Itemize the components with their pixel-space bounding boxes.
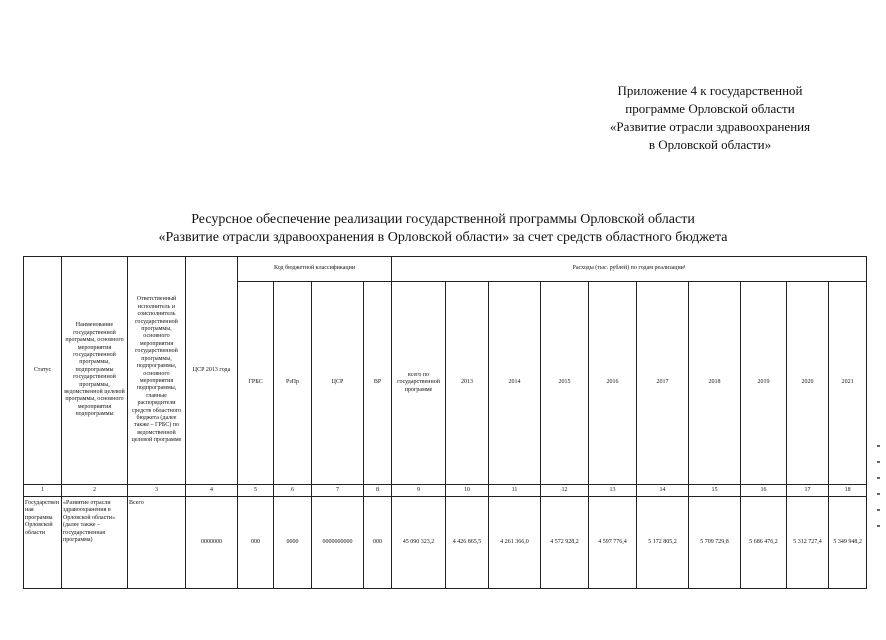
header-status: Статус [24, 257, 62, 485]
header-expenses-group: Расходы (тыс. рублей) по годам реализации¹ [392, 257, 867, 282]
column-number: 3 [128, 485, 186, 497]
column-number: 4 [186, 485, 238, 497]
column-number: 14 [637, 485, 689, 497]
cell-2021: 5 349 948,2 [829, 497, 867, 589]
cell-csr-2013: 0000000 [186, 497, 238, 589]
cell-grbs: 000 [238, 497, 274, 589]
header-total: всего по государственной программе [392, 282, 446, 485]
column-number: 1 [24, 485, 62, 497]
header-year-2017: 2017 [637, 282, 689, 485]
header-year-2020: 2020 [787, 282, 829, 485]
column-number: 17 [787, 485, 829, 497]
header-budget-code-group: Код бюджетной классификации [238, 257, 392, 282]
appendix-note [560, 82, 860, 154]
cell-total: 45 090 323,2 [392, 497, 446, 589]
column-number: 7 [312, 485, 364, 497]
cell-csr: 0000000000 [312, 497, 364, 589]
header-name: Наименование государственной программы, основного мероприятия государственной программы, подпрограммы государственной программы, ведомственной целевой программы, основного мероприятия подпрограммы [62, 257, 128, 485]
cell-2015: 4 572 928,2 [541, 497, 589, 589]
column-number: 9 [392, 485, 446, 497]
header-vr: ВР [364, 282, 392, 485]
column-number: 5 [238, 485, 274, 497]
cell-2017: 5 172 805,2 [637, 497, 689, 589]
column-number: 16 [741, 485, 787, 497]
column-number: 13 [589, 485, 637, 497]
cell-2019: 5 686 476,2 [741, 497, 787, 589]
appendix-line-3: «Развитие отрасли здравоохранения [609, 119, 811, 134]
column-number: 2 [62, 485, 128, 497]
document-title [60, 211, 826, 247]
header-year-2014: 2014 [489, 282, 541, 485]
appendix-line-1: Приложение 4 к государственной [617, 83, 803, 98]
header-grbs: ГРБС [238, 282, 274, 485]
cell-2020: 5 312 727,4 [787, 497, 829, 589]
title-line-1: Ресурсное обеспечение реализации государственной программы Орловской области [191, 212, 695, 227]
header-year-2015: 2015 [541, 282, 589, 485]
header-csr: ЦСР [312, 282, 364, 485]
header-rzpr: РзПр [274, 282, 312, 485]
header-responsible: Ответственный исполнитель и соисполнитель государственной программы, основного мероприятия государственной программы, подпрограммы, основного мероприятия подпрограммы, главные распорядители средств областного бюджета (далее также – ГРБС) по ведомственной целевой программе [128, 257, 186, 485]
title-line-2: «Развитие отрасли здравоохранения в Орловской области» за счет средств областного бюджета [158, 230, 728, 245]
column-number: 10 [446, 485, 489, 497]
column-number: 8 [364, 485, 392, 497]
column-number: 6 [274, 485, 312, 497]
header-year-2018: 2018 [689, 282, 741, 485]
column-number: 11 [489, 485, 541, 497]
cell-name: «Развитие отрасли здравоохранения в Орловской области» (далее также – государственная программа) [62, 497, 128, 589]
header-year-2019: 2019 [741, 282, 787, 485]
cell-2013: 4 426 865,5 [446, 497, 489, 589]
header-csr-2013: ЦСР 2013 года [186, 257, 238, 485]
appendix-line-4: в Орловской области» [648, 137, 772, 152]
cell-responsible: Всего [128, 497, 186, 589]
scan-edge-marks [876, 445, 882, 575]
header-year-2013: 2013 [446, 282, 489, 485]
header-year-2016: 2016 [589, 282, 637, 485]
column-number: 18 [829, 485, 867, 497]
header-year-2021: 2021 [829, 282, 867, 485]
appendix-line-2: программе Орловской области [625, 101, 795, 116]
cell-vr: 000 [364, 497, 392, 589]
resource-table [23, 256, 867, 589]
cell-2018: 5 709 729,8 [689, 497, 741, 589]
table-row [24, 497, 867, 589]
column-number-row [24, 485, 867, 497]
column-number: 15 [689, 485, 741, 497]
cell-2014: 4 261 366,0 [489, 497, 541, 589]
column-number: 12 [541, 485, 589, 497]
cell-rzpr: 0000 [274, 497, 312, 589]
cell-2016: 4 597 776,4 [589, 497, 637, 589]
cell-status: Государственная программа Орловской области [24, 497, 62, 589]
